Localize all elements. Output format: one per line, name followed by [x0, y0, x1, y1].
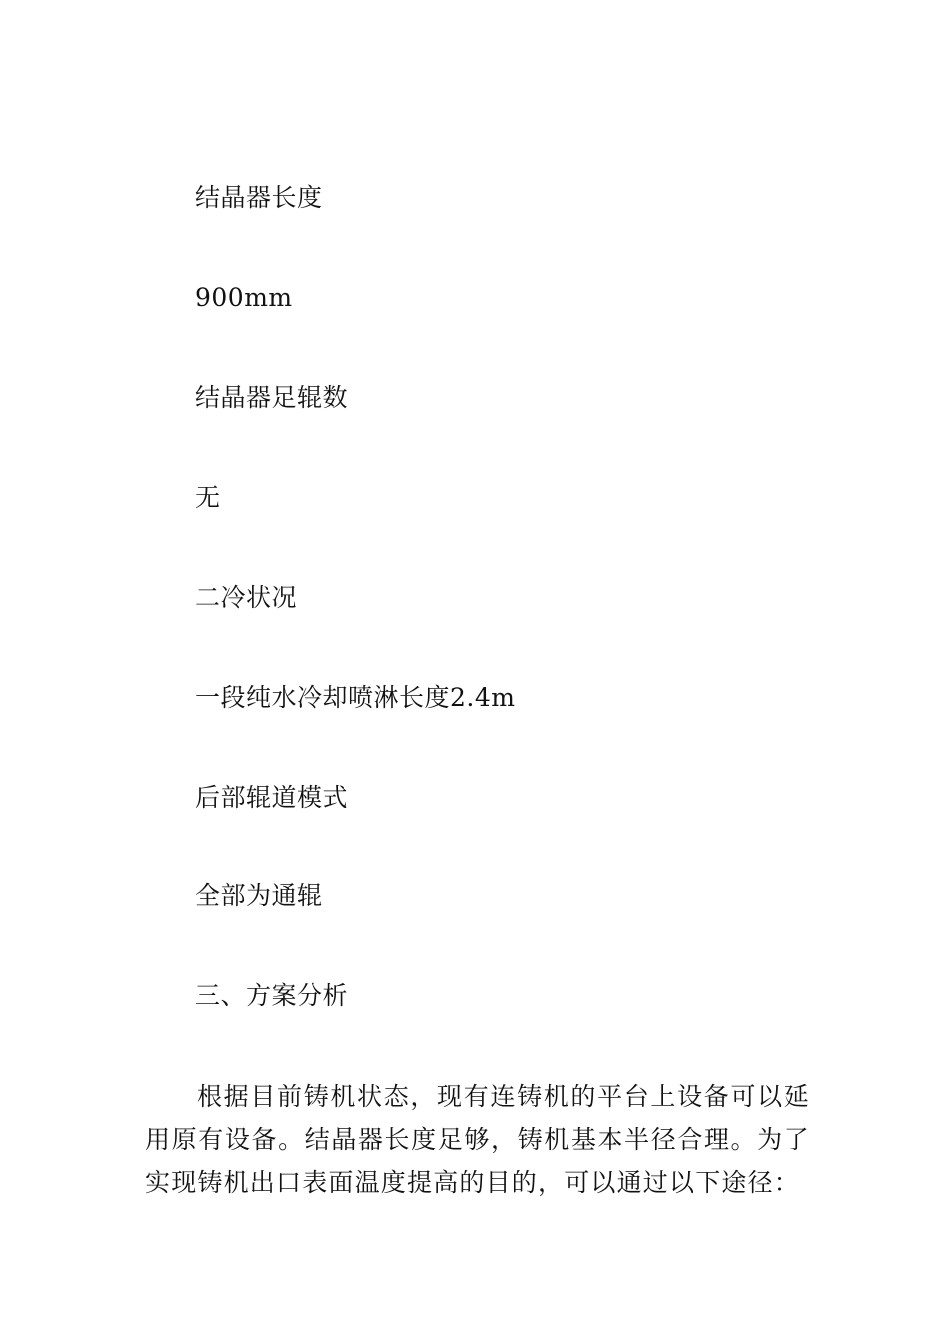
section-heading: 三、方案分析: [195, 981, 349, 1010]
secondary-cooling-label: 二冷状况: [195, 583, 298, 612]
mold-length-value: 900mm: [195, 283, 293, 312]
secondary-cooling-value: 一段纯水冷却喷淋长度2.4m: [195, 683, 516, 712]
body-paragraph: 根据目前铸机状态，现有连铸机的平台上设备可以延用原有设备。结晶器长度足够，铸机基本半径合理。为了实现铸机出口表面温度提高的目的，可以通过以下途径：: [145, 1082, 810, 1197]
roller-mode-value: 全部为通辊: [195, 881, 323, 910]
foot-roll-count-value: 无: [195, 483, 221, 512]
foot-roll-count-label: 结晶器足辊数: [195, 383, 349, 412]
mold-length-label: 结晶器长度: [195, 183, 323, 212]
roller-mode-label: 后部辊道模式: [195, 783, 349, 812]
